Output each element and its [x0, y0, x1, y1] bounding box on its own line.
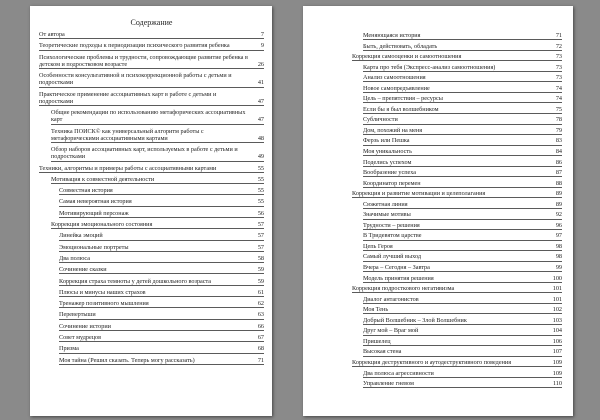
toc-entry-label: Моя уникальность — [363, 148, 412, 156]
toc-entry-page: 86 — [555, 158, 562, 166]
toc-entry-label: Управление гневом — [363, 380, 414, 388]
toc-entry — [51, 146, 264, 161]
toc-entry-page: 47 — [257, 97, 264, 105]
toc-entry — [363, 95, 562, 103]
toc-entry-label: Коррекция эмоционального состояния — [51, 221, 153, 229]
toc-entry — [39, 72, 264, 87]
toc-entry-label: Дом, похожий на меня — [363, 126, 423, 134]
toc-entry-label: Ферзь или Пешка — [363, 137, 410, 145]
toc-entry-label: Коррекция подросткового негативизма — [352, 285, 455, 293]
toc-entry — [363, 106, 562, 114]
toc-entry-page: 59 — [257, 266, 264, 274]
toc-entry — [59, 311, 264, 319]
toc-entry-page: 48 — [257, 134, 264, 142]
toc-entry-page: 58 — [257, 254, 264, 262]
toc-entry-page: 68 — [257, 345, 264, 353]
toc-entry-label: Два полюса агрессивности — [363, 369, 434, 377]
toc-entry-label: Координатор перемен — [363, 179, 421, 187]
toc-entry-label: Добрый Волшебник – Злой Волшебник — [363, 316, 467, 324]
toc-entry — [363, 348, 562, 356]
toc-entry-label: Плюсы и минусы наших страхов — [59, 288, 146, 296]
toc-entry-label: Моя тайна (Решил сказать. Теперь могу рассказать) — [59, 356, 195, 364]
toc-entry-page: 99 — [555, 264, 562, 272]
toc-entry-page: 109 — [552, 358, 562, 366]
toc-entry — [59, 345, 264, 353]
toc-entry-page: 104 — [552, 327, 562, 335]
toc-entry — [59, 232, 264, 240]
toc-entry-page: 57 — [257, 243, 264, 251]
toc-entry — [39, 91, 264, 106]
toc-entry-page: 103 — [552, 316, 562, 324]
toc-entry-page: 88 — [555, 179, 562, 187]
toc-entry — [363, 275, 562, 283]
toc-entry — [363, 243, 562, 251]
toc-entry-page: 66 — [257, 322, 264, 330]
toc-entry-page: 62 — [257, 300, 264, 308]
toc-entry — [363, 327, 562, 335]
toc-entry-label: Самая невероятная история — [59, 198, 132, 206]
toc-entry-label: Коррекция деструктивного и аутодеструктивного поведения — [352, 358, 512, 366]
toc-entry — [59, 210, 264, 218]
toc-entry-label: Субличности — [363, 116, 398, 124]
toc-entry-page: 98 — [555, 253, 562, 261]
toc-entry-label: Новое самопредъявление — [363, 84, 430, 92]
toc-entry-label: Коррекция страха темноты у детей дошкольного возраста — [59, 277, 212, 285]
toc-entry-label: Пришелец — [363, 337, 391, 345]
toc-entry — [352, 285, 562, 293]
toc-entry — [59, 278, 264, 286]
right-toc-list — [352, 32, 562, 388]
toc-entry-label: Линейка эмоций — [59, 232, 103, 240]
toc-entry-page: 106 — [552, 337, 562, 345]
toc-entry-page: 89 — [555, 200, 562, 208]
toc-entry-page: 74 — [555, 84, 562, 92]
toc-entry — [51, 109, 264, 124]
toc-entry — [59, 255, 264, 263]
toc-entry-page: 92 — [555, 211, 562, 219]
toc-entry-label: Мотивирующий персонаж — [59, 209, 129, 217]
toc-title: Содержание — [130, 18, 173, 27]
toc-entry-label: Психологические проблемы и трудности, сопровождающие развитие ребенка в детском и подростковом возрасте — [39, 53, 248, 68]
toc-entry-label: Меняющаяся история — [363, 32, 421, 39]
toc-entry — [363, 85, 562, 93]
toc-entry-page: 107 — [552, 348, 562, 356]
left-page — [30, 6, 272, 416]
toc-entry — [39, 42, 264, 50]
toc-entry-page: 41 — [257, 79, 264, 87]
toc-entry — [352, 190, 562, 198]
toc-entry — [59, 289, 264, 297]
toc-entry-page: 74 — [555, 95, 562, 103]
toc-entry — [363, 169, 562, 177]
toc-entry-page: 73 — [555, 74, 562, 82]
toc-entry-page: 84 — [555, 148, 562, 156]
toc-entry — [51, 128, 264, 143]
toc-entry-label: Эмоциональные портреты — [59, 243, 129, 251]
toc-entry-label: Сюжетная линия — [363, 200, 408, 208]
toc-entry-label: Вчера – Сегодня – Завтра — [363, 264, 430, 272]
toc-entry-page: 55 — [257, 164, 264, 172]
toc-entry-label: В Тридевятом царстве — [363, 232, 422, 240]
toc-entry-page: 73 — [555, 63, 562, 71]
toc-entry — [363, 64, 562, 72]
toc-entry — [59, 300, 264, 308]
toc-entry-page: 49 — [257, 153, 264, 161]
toc-entry-label: Коррекция и развитие мотивации и целеполагания — [352, 190, 486, 198]
toc-entry-label: Цепь Героя — [363, 242, 393, 250]
toc-entry — [363, 338, 562, 346]
toc-entry-label: Сочинение сказки — [59, 266, 107, 274]
toc-entry — [363, 32, 562, 40]
toc-entry-label: Два полюса — [59, 254, 90, 262]
toc-entry — [363, 370, 562, 378]
toc-entry — [363, 148, 562, 156]
toc-entry-page: 57 — [257, 232, 264, 240]
toc-entry-page: 75 — [555, 105, 562, 113]
toc-entry-label: Коррекция самооценки и самоотношения — [352, 53, 462, 61]
toc-entry — [59, 357, 264, 365]
toc-entry — [352, 359, 562, 367]
toc-entry-label: Быть, действовать, обладать — [363, 42, 438, 50]
toc-entry-label: Призма — [59, 345, 79, 353]
toc-entry — [363, 306, 562, 314]
toc-entry-label: Техники, алгоритмы и примеры работы с ассоциативными картами — [39, 164, 217, 172]
toc-entry-label: Анализ самоотношения — [363, 74, 426, 82]
toc-entry — [363, 43, 562, 51]
toc-entry — [39, 31, 264, 39]
toc-entry-label: Совместная история — [59, 187, 113, 195]
toc-entry-label: Трудности – решения — [363, 221, 420, 229]
toc-entry-page: 73 — [555, 53, 562, 61]
toc-entry-page: 78 — [555, 116, 562, 124]
toc-entry-label: Сочинение истории — [59, 322, 111, 330]
toc-entry-label: Если бы я был волшебником — [363, 105, 439, 113]
toc-entry — [363, 116, 562, 124]
left-toc-list — [39, 31, 264, 365]
toc-entry — [59, 334, 264, 342]
toc-entry-label: Поделись успехом — [363, 158, 412, 166]
toc-entry-page: 47 — [257, 116, 264, 124]
toc-entry — [363, 74, 562, 82]
toc-entry-label: Техника ПОИСК© как универсальный алгоритм работы с метафорическими ассоциативными картами — [51, 127, 204, 142]
toc-entry-page: 63 — [257, 311, 264, 319]
toc-entry — [59, 266, 264, 274]
toc-entry — [39, 165, 264, 173]
toc-entry-page: 100 — [552, 274, 562, 282]
toc-entry — [51, 221, 264, 229]
toc-entry-label: Особенности консультативной и психокоррекционной работы с детьми и подростками — [39, 72, 232, 87]
toc-entry-page: 101 — [552, 285, 562, 293]
toc-entry-page: 7 — [260, 31, 264, 38]
toc-entry — [363, 296, 562, 304]
toc-entry — [363, 159, 562, 167]
toc-entry-label: Перевертыши — [59, 311, 96, 319]
toc-entry-label: Друг мой – Враг мой — [363, 327, 419, 335]
toc-entry-page: 55 — [257, 175, 264, 183]
toc-entry — [363, 380, 562, 388]
toc-entry-page: 67 — [257, 334, 264, 342]
toc-entry — [39, 54, 264, 69]
toc-entry — [363, 127, 562, 135]
toc-entry-page: 102 — [552, 306, 562, 314]
toc-entry — [59, 244, 264, 252]
toc-entry — [363, 211, 562, 219]
toc-entry-label: Общие рекомендации по использованию метафорических ассоциативных карт — [51, 109, 246, 124]
toc-entry-page: 59 — [257, 277, 264, 285]
toc-entry — [363, 253, 562, 261]
toc-entry-label: Высокая стена — [363, 348, 402, 356]
toc-entry-page: 98 — [555, 242, 562, 250]
toc-entry-label: Самый лучший выход — [363, 253, 422, 261]
toc-entry — [59, 198, 264, 206]
toc-entry-page: 83 — [555, 137, 562, 145]
toc-entry — [363, 137, 562, 145]
toc-entry-page: 101 — [552, 295, 562, 303]
toc-entry-page: 71 — [257, 356, 264, 364]
toc-entry-page: 57 — [257, 221, 264, 229]
toc-entry — [59, 323, 264, 331]
toc-entry — [363, 180, 562, 188]
toc-entry-page: 72 — [555, 42, 562, 50]
toc-entry-label: Вообразение успеха — [363, 169, 416, 177]
toc-entry-page: 9 — [260, 42, 264, 50]
toc-entry-page: 55 — [257, 198, 264, 206]
toc-entry-page: 79 — [555, 126, 562, 134]
toc-entry-label: Обзор наборов ассоциативных карт, используемых в работе с детьми и подростками — [51, 146, 238, 161]
toc-entry-page: 89 — [555, 190, 562, 198]
toc-entry — [363, 201, 562, 209]
toc-entry-page: 56 — [257, 209, 264, 217]
toc-entry-page: 110 — [552, 380, 562, 388]
toc-entry-label: Моя Тень — [363, 306, 389, 314]
right-page — [303, 6, 573, 416]
toc-entry-label: Тренажер позитивного мышления — [59, 300, 149, 308]
toc-entry — [363, 264, 562, 272]
toc-entry-page: 26 — [257, 60, 264, 68]
toc-entry-label: Практическое применение ассоциативных карт в работе с детьми и подростками — [39, 90, 217, 105]
toc-entry-label: Совет мудрецов — [59, 334, 102, 342]
toc-entry-label: Диалог антагонистов — [363, 295, 419, 303]
toc-entry-label: Мотивация к совместной деятельности — [51, 175, 155, 183]
toc-entry-page: 61 — [257, 288, 264, 296]
toc-entry-label: От автора — [39, 31, 65, 38]
toc-entry-page: 97 — [555, 232, 562, 240]
toc-entry — [363, 317, 562, 325]
toc-entry-page: 71 — [555, 32, 562, 39]
toc-entry — [51, 176, 264, 184]
toc-entry-page: 87 — [555, 169, 562, 177]
toc-entry-label: Значимые мотивы — [363, 211, 411, 219]
toc-entry — [363, 232, 562, 240]
toc-entry-page: 109 — [552, 369, 562, 377]
toc-entry — [363, 222, 562, 230]
toc-entry-page: 55 — [257, 187, 264, 195]
toc-entry-label: Карта про тебя (Экспресс-анализ самоотношения) — [363, 63, 496, 71]
toc-entry — [59, 187, 264, 195]
toc-entry-label: Модель принятия решения — [363, 274, 434, 282]
toc-entry — [352, 53, 562, 61]
toc-entry-page: 96 — [555, 221, 562, 229]
toc-entry-label: Цель – препятствия – ресурсы — [363, 95, 443, 103]
toc-entry-label: Теоретические подходы к периодизации психического развития ребенка — [39, 42, 230, 50]
